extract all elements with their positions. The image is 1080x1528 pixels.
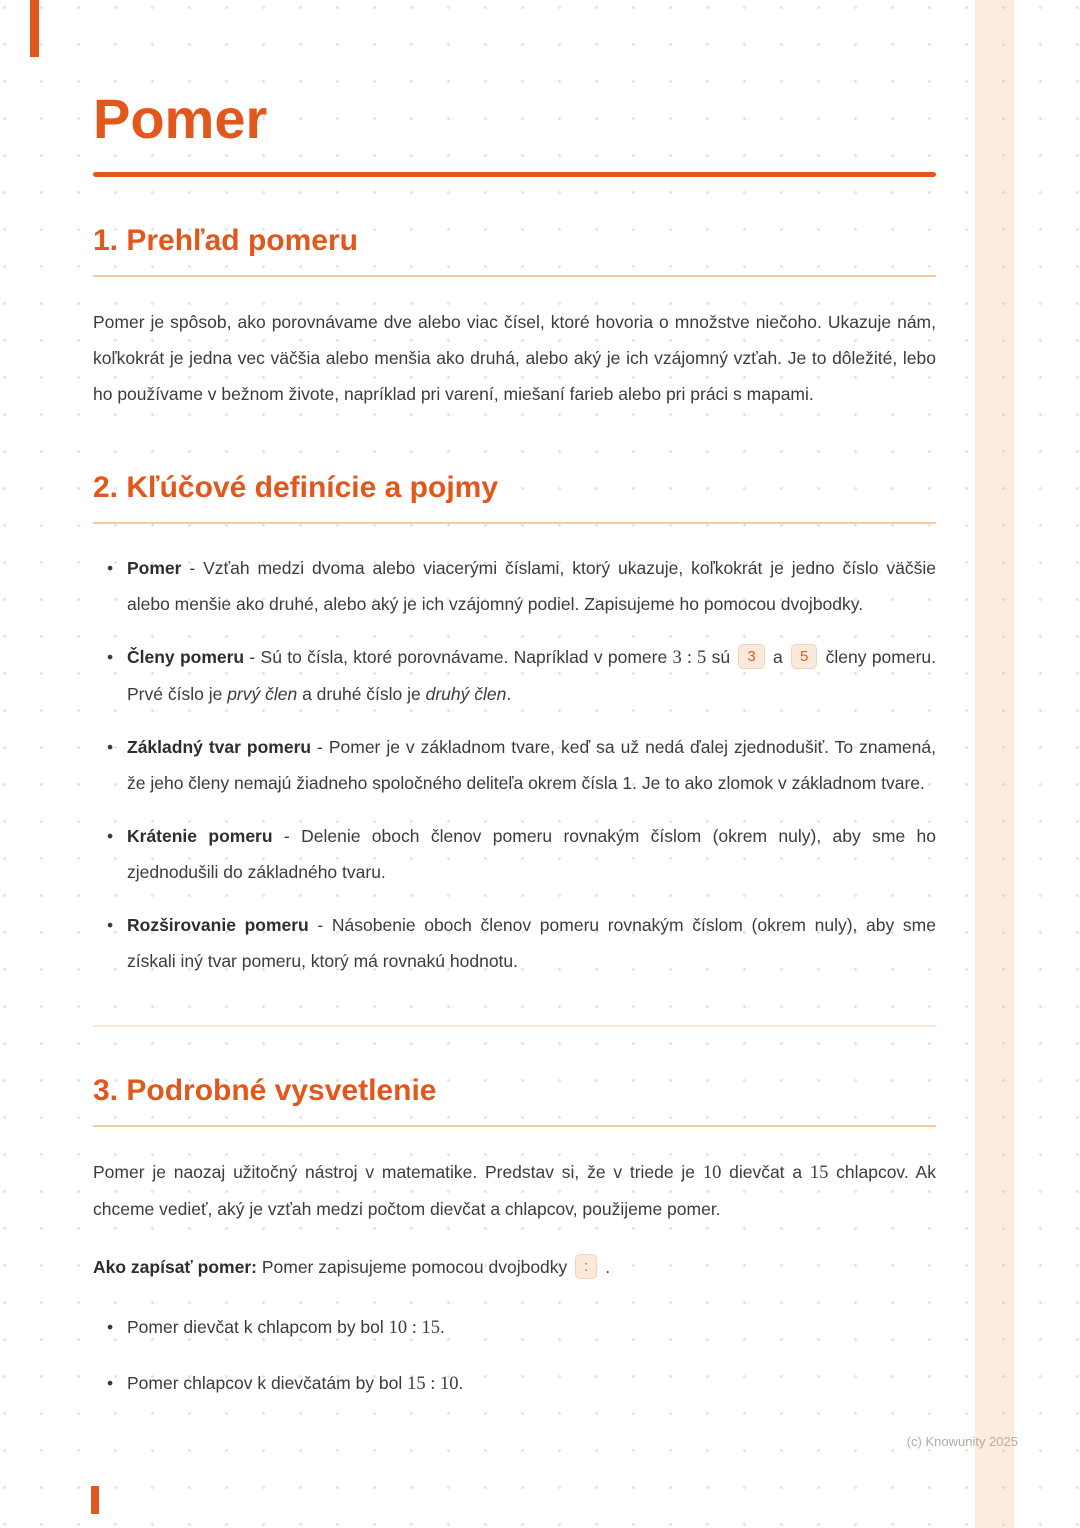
definition-text: a bbox=[767, 646, 789, 667]
section1-heading: 1. Prehľad pomeru bbox=[93, 223, 936, 277]
footer-credit: (c) Knowunity 2025 bbox=[906, 1434, 1018, 1449]
section1-paragraph: Pomer je spôsob, ako porovnávame dve alebo viac čísel, ktoré hovoria o množstve niečoho. Ukazuje nám, koľkokrát je jedna vec väčšia alebo menšia ako druhá, alebo aký je ich vzájomný vzťah. Je to dôležité, lebo ho používame v bežnom živote, napríklad pri varení, miešaní farieb alebo pri práci s mapami. bbox=[93, 311, 936, 404]
right-accent-stripe bbox=[975, 0, 1014, 1528]
definition-text: - Delenie oboch členov pomeru rovnakým číslom (okrem nuly), aby sme ho zjednodušili do základného tvaru. bbox=[127, 825, 937, 882]
definition-item-cleny-pomeru bbox=[127, 639, 936, 712]
term-label: Krátenie pomeru bbox=[127, 825, 273, 846]
definition-item-pomer bbox=[127, 550, 936, 622]
definition-item-kratenie bbox=[127, 818, 936, 890]
how-to-label: Ako zapísať pomer: bbox=[93, 1256, 257, 1277]
inline-chip-5: 5 bbox=[791, 644, 817, 669]
term-label: Rozširovanie pomeru bbox=[127, 914, 309, 935]
definition-text: - Pomer je v základnom tvare, keď sa už nedá ďalej zjednodušiť. To znamená, že jeho členy nemajú žiadneho spoločného deliteľa okrem čísla 1. Je to ako zlomok v základnom tvare. bbox=[127, 736, 936, 793]
example-text: Pomer dievčat k chlapcom by bol bbox=[127, 1316, 389, 1337]
math-text: 3 : 5 bbox=[672, 647, 707, 668]
paragraph-text: Pomer zapisujeme pomocou dvojbodky bbox=[256, 1256, 573, 1277]
definition-text: členy pomeru. Prvé číslo je bbox=[127, 646, 937, 704]
definition-text: - Sú to čísla, ktoré porovnávame. Napríklad v pomere bbox=[244, 646, 673, 667]
definition-text: - Vzťah medzi dvoma alebo viacerými číslami, ktorý ukazuje, koľkokrát je jedno číslo väčšie alebo menšie ako druhé, alebo aký je ich vzájomný podiel. Zapisujeme ho pomocou dvojbodky. bbox=[127, 557, 936, 614]
paragraph-text: . bbox=[600, 1256, 611, 1277]
top-left-accent-bar bbox=[30, 0, 39, 57]
example-text: . bbox=[458, 1372, 464, 1393]
section-divider bbox=[93, 1025, 936, 1027]
paragraph-text: Pomer je naozaj užitočný nástroj v matematike. Predstav si, že v triede je bbox=[93, 1161, 703, 1182]
how-to-write-line bbox=[93, 1249, 936, 1285]
title-rule bbox=[93, 172, 936, 177]
page-title: Pomer bbox=[93, 87, 268, 150]
section3-heading: 3. Podrobné vysvetlenie bbox=[93, 1073, 936, 1127]
definitions-list bbox=[93, 550, 936, 979]
section2-heading: 2. Kľúčové definície a pojmy bbox=[93, 470, 936, 524]
math-text: 10 : 15 bbox=[388, 1317, 441, 1338]
example-text: . bbox=[440, 1316, 445, 1337]
inline-chip-colon: : bbox=[575, 1254, 597, 1279]
definition-item-rozsirovanie bbox=[127, 907, 936, 979]
term-label: Pomer bbox=[127, 557, 182, 578]
math-text: 10 bbox=[702, 1162, 722, 1183]
definition-text: sú bbox=[706, 646, 736, 667]
math-text: 15 bbox=[809, 1162, 829, 1183]
definition-text: - Násobenie oboch členov pomeru rovnakým číslom (okrem nuly), aby sme získali iný tvar pomeru, ktorý má rovnakú hodnotu. bbox=[127, 914, 936, 971]
examples-list bbox=[93, 1309, 936, 1402]
italic-text: druhý člen bbox=[425, 683, 507, 704]
term-label: Členy pomeru bbox=[127, 646, 245, 667]
paragraph-text: dievčat a bbox=[721, 1161, 810, 1182]
example-item bbox=[127, 1365, 936, 1402]
definition-item-zakladny-tvar bbox=[127, 729, 936, 801]
paragraph-text: chlapcov. Ak chceme vedieť, aký je vzťah medzi počtom dievčat a chlapcov, použijeme pomer. bbox=[93, 1161, 936, 1219]
definition-text: a druhé číslo je bbox=[297, 683, 426, 704]
example-text: Pomer chlapcov k dievčatám by bol bbox=[127, 1372, 408, 1393]
inline-chip-3: 3 bbox=[738, 644, 764, 669]
italic-text: prvý člen bbox=[227, 683, 298, 704]
term-label: Základný tvar pomeru bbox=[127, 736, 312, 757]
example-item bbox=[127, 1309, 936, 1346]
bottom-left-accent-bar bbox=[91, 1486, 99, 1514]
math-text: 15 : 10 bbox=[407, 1373, 459, 1394]
definition-text: . bbox=[506, 683, 512, 704]
section3-paragraph bbox=[93, 1154, 936, 1227]
content-area bbox=[93, 0, 936, 1402]
